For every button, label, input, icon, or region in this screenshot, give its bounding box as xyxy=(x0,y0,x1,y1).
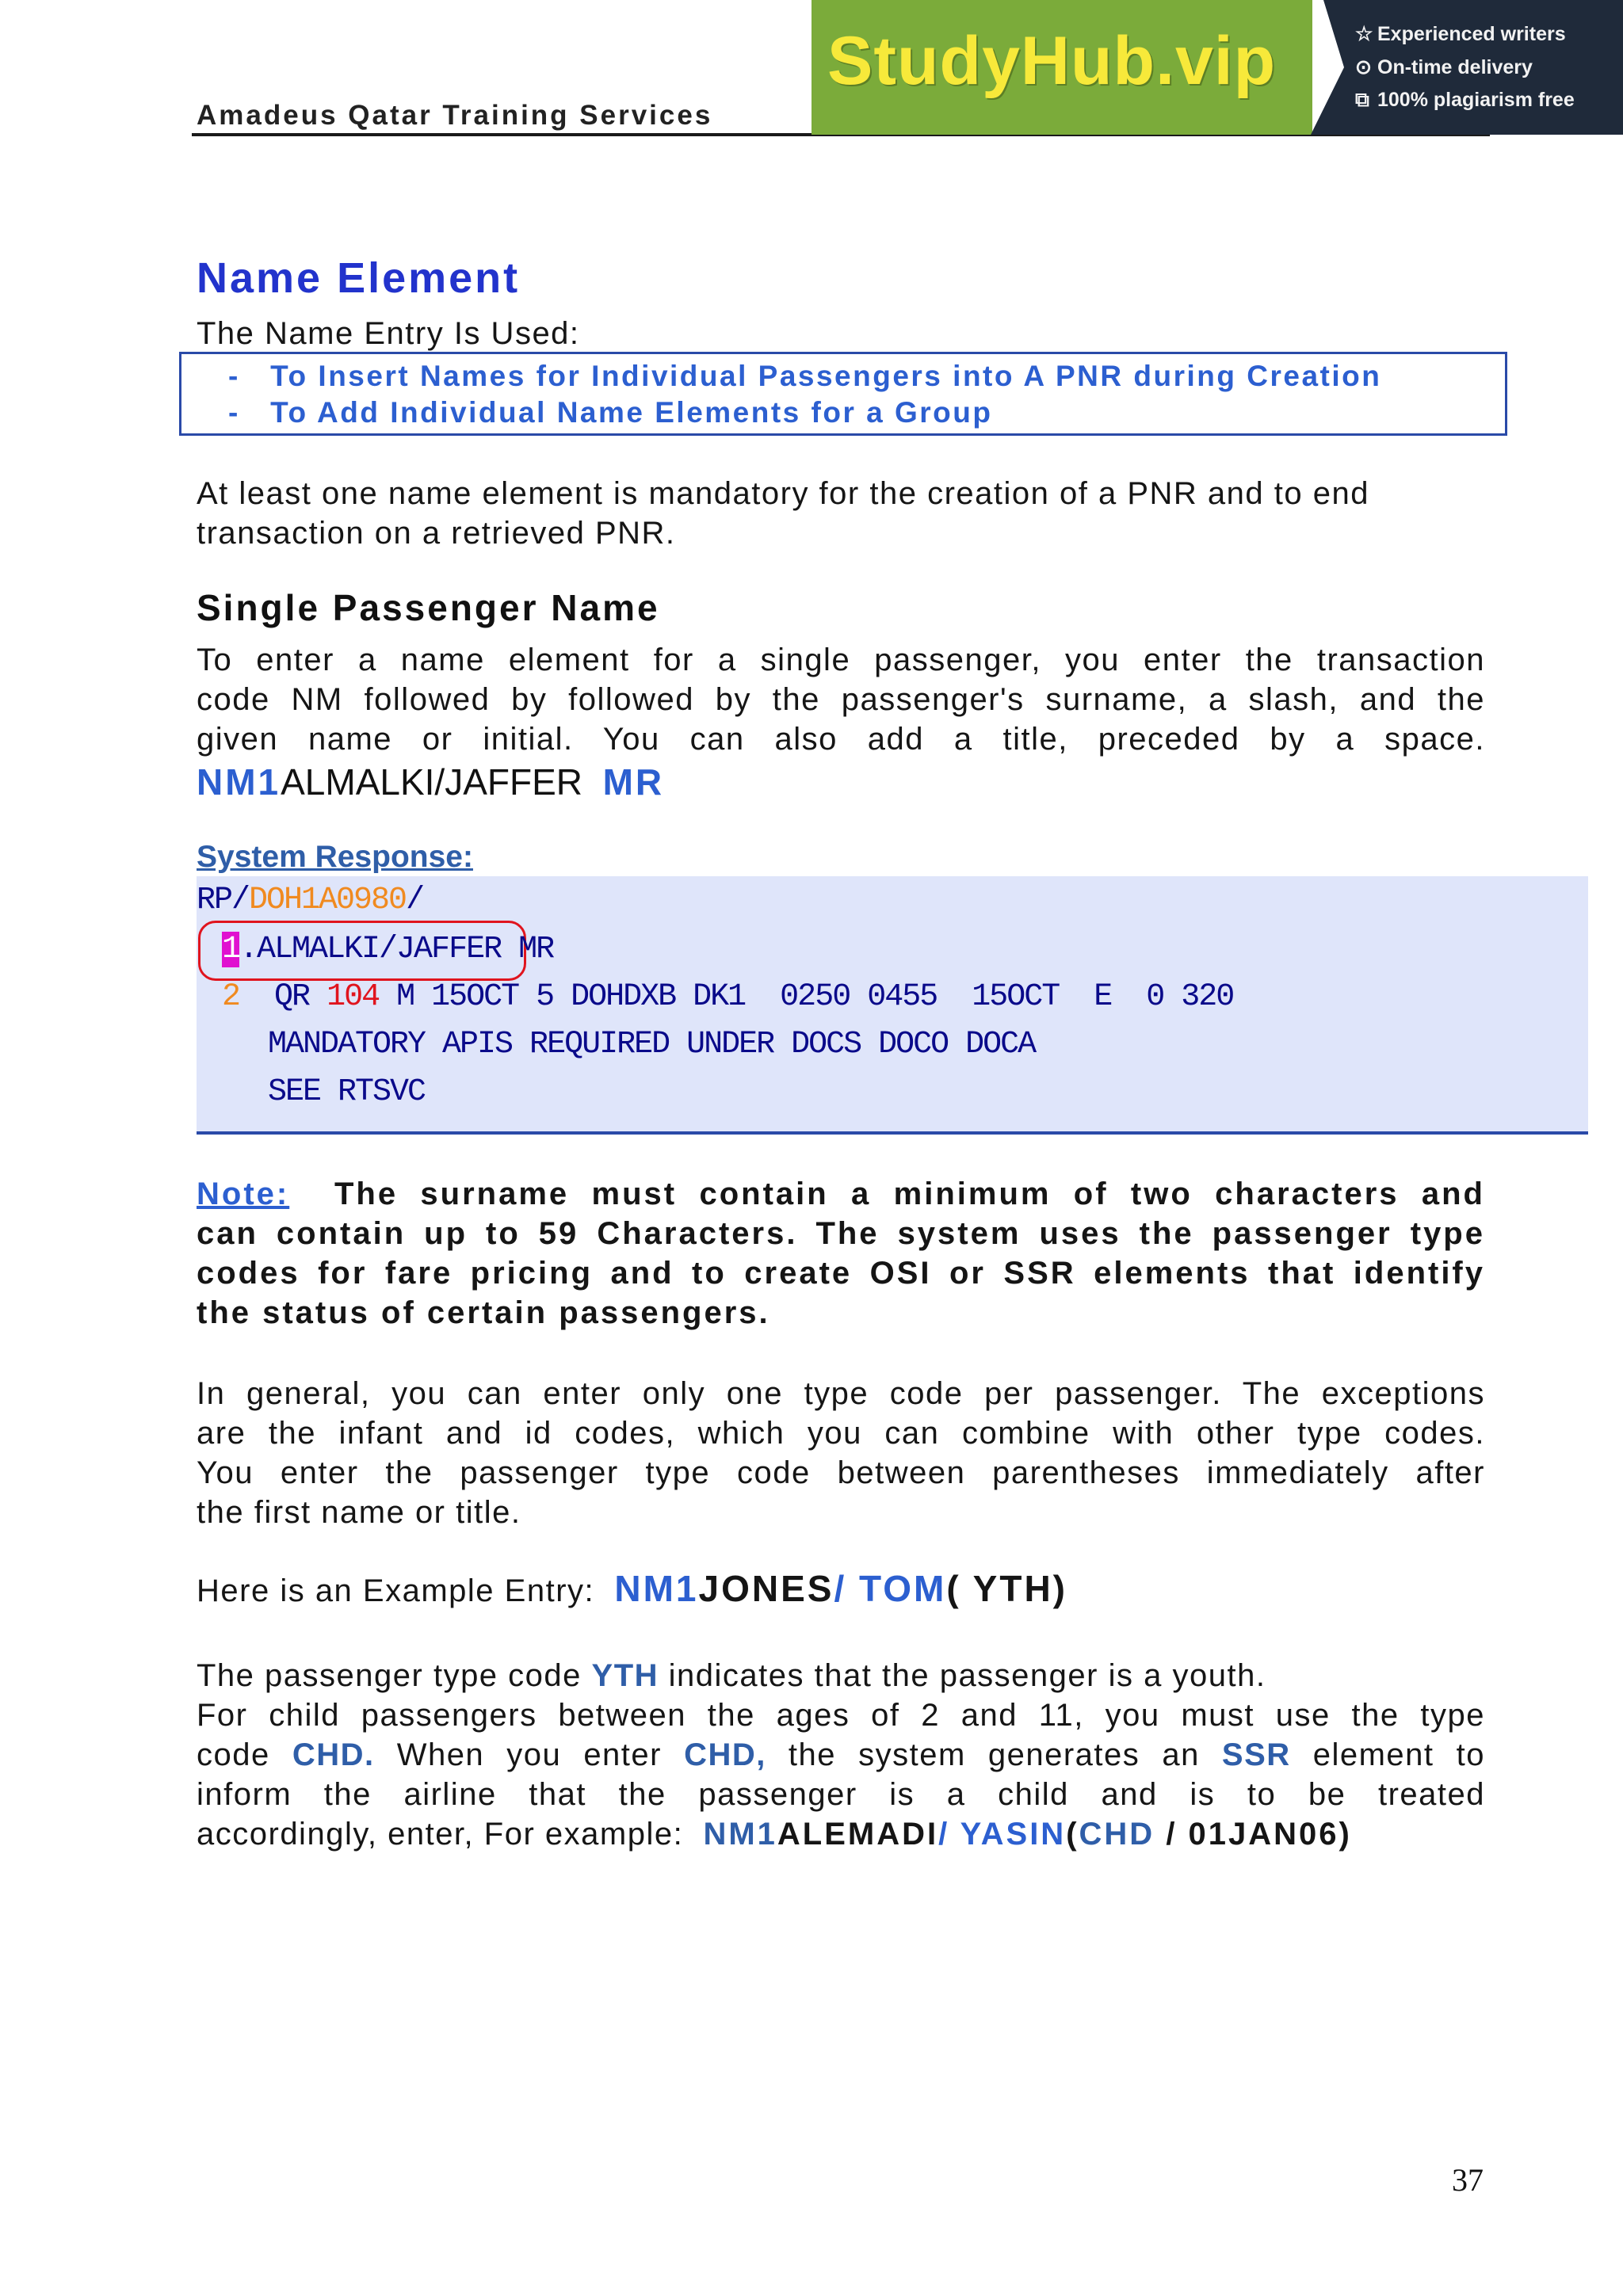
badge-text: On-time delivery xyxy=(1377,56,1533,78)
header-org-name: Amadeus Qatar Training Services xyxy=(197,100,713,131)
star-icon: ☆ xyxy=(1355,23,1373,45)
note-paragraph: Note: The surname must contain a minimum of two characters and can contain up to 59 Characters. The system uses the passenger type codes for fare pricing and to create OSI or SSR elements that identify the status of certain passengers. xyxy=(197,1177,1485,1330)
badge-text: Experienced writers xyxy=(1377,23,1566,45)
studyhub-logo[interactable]: StudyHub.vip xyxy=(827,23,1277,99)
single-passenger-heading: Single Passenger Name xyxy=(197,587,660,628)
terminal-apis-line: MANDATORY APIS REQUIRED UNDER DOCS DOCO DOCA xyxy=(268,1027,1036,1062)
use-item-group: - To Add Individual Name Elements for a Group xyxy=(228,396,993,429)
single-passenger-paragraph: To enter a name element for a single passenger, you enter the transaction code NM followed by followed by the passenger's surname, a slash, and the given name or initial. You can also add a title, preceded by a space. xyxy=(197,643,1485,757)
use-item-insert: - To Insert Names for Individual Passengers into A PNR during Creation xyxy=(228,360,1382,392)
badge-experienced xyxy=(1355,22,1566,46)
clock-icon: ⊙ xyxy=(1355,56,1372,78)
example-entry-line: Here is an Example Entry: NM1JONES/ TOM( YTH) xyxy=(197,1568,1067,1609)
general-paragraph: In general, you can enter only one type code per passenger. The exceptions are the infant and id codes, which you can combine with other type codes. You enter the passenger type code between parentheses immediately after the first name or title. xyxy=(197,1376,1485,1530)
terminal-rp-line: RP/DOH1A0980/ xyxy=(197,883,424,918)
badge-text: 100% plagiarism free xyxy=(1377,89,1575,111)
copy-icon: ⧉ xyxy=(1355,89,1369,111)
section-title: Name Element xyxy=(197,254,521,302)
terminal-segment-line: 2 QR 104 M 15OCT 5 DOHDXB DK1 0250 0455 15OCT E 0 320 xyxy=(222,979,1234,1015)
section-intro: The Name Entry Is Used: xyxy=(197,316,580,351)
note-label: Note: xyxy=(197,1177,290,1211)
system-response-label: System Response: xyxy=(197,840,473,874)
type-code-paragraph: The passenger type code YTH indicates that the passenger is a youth. For child passengers between the ages of 2 and 11, you must use the type code CHD. When you enter CHD, the system generates an SSR element to inform the airline that the passenger is a child and is to be treated accordingly, enter, For example: NM1ALEMADI/ YASIN(CHD / 01JAN06) xyxy=(197,1658,1485,1852)
badge-on-time xyxy=(1355,55,1533,79)
single-example-entry: NM1ALMALKI/JAFFER MR xyxy=(197,761,665,803)
badge-plagiarism xyxy=(1355,89,1575,112)
page-number: 37 xyxy=(1452,2162,1484,2198)
terminal-name-line: 1.ALMALKI/JAFFER MR xyxy=(222,932,554,967)
terminal-rtsvc-line: SEE RTSVC xyxy=(268,1074,426,1110)
mandatory-paragraph: At least one name element is mandatory for the creation of a PNR and to end transaction on a retrieved PNR. xyxy=(197,476,1369,551)
